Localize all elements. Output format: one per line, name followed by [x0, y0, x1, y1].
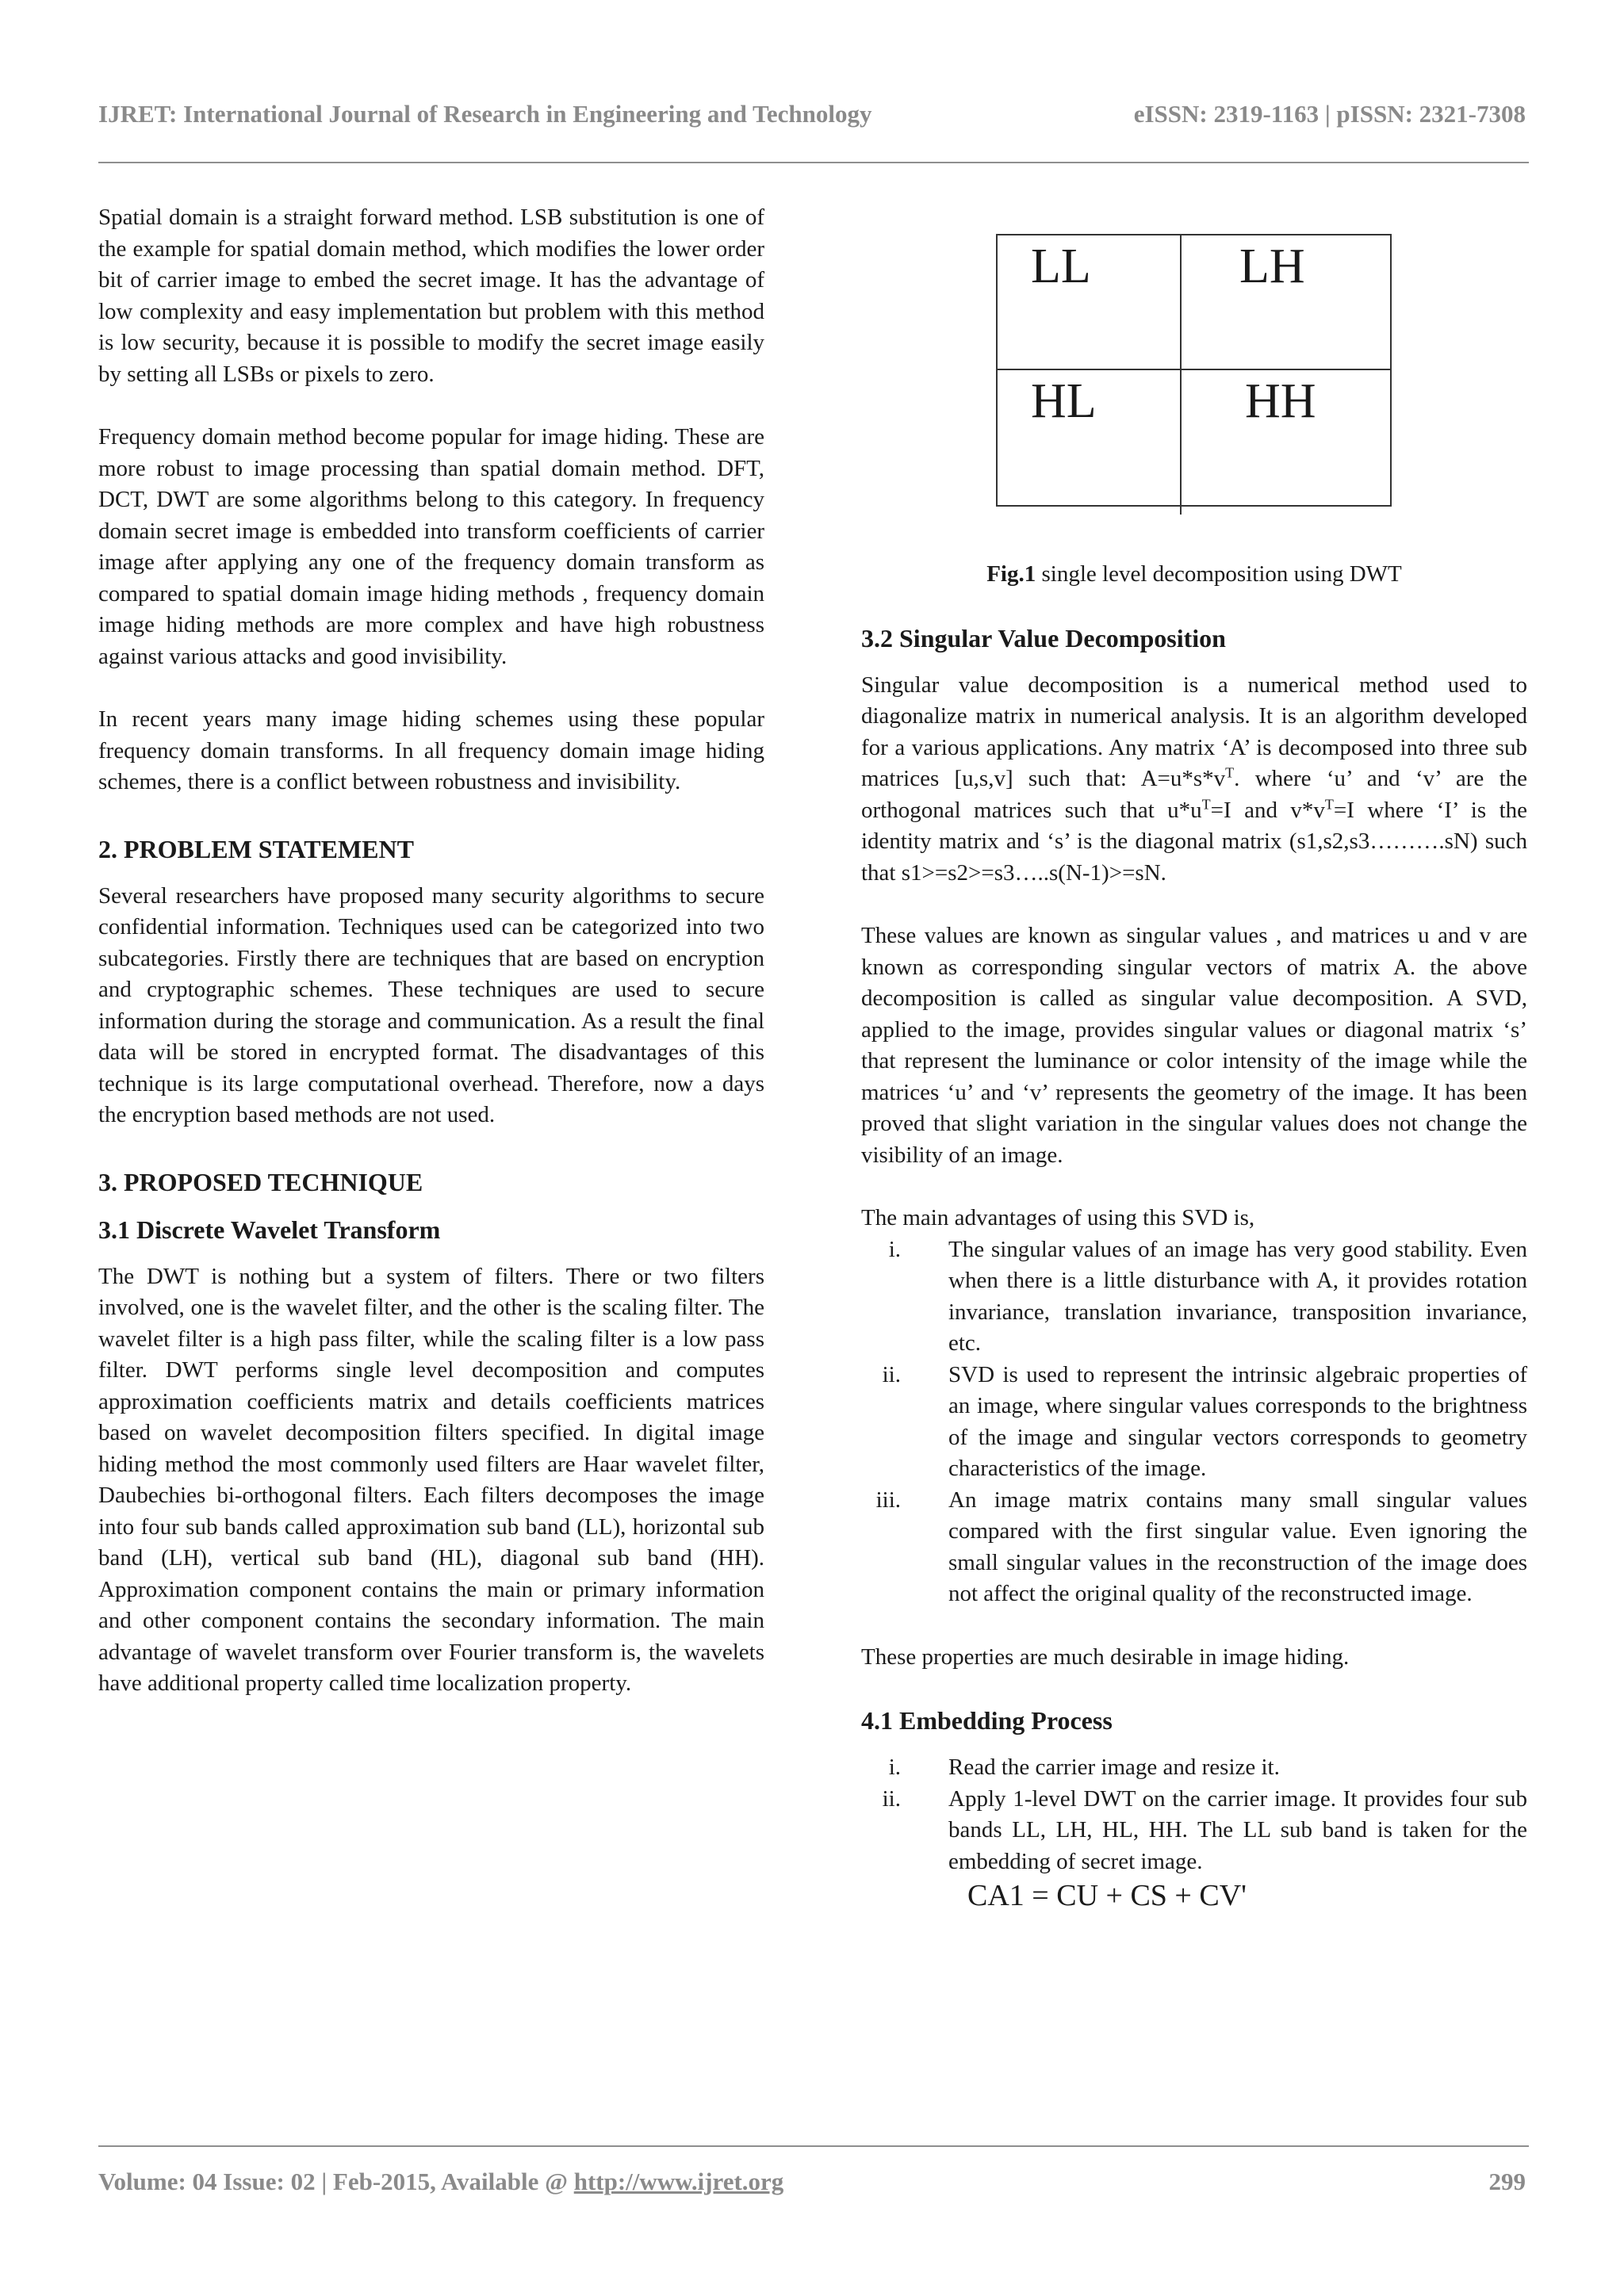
list-item: iii. An image matrix contains many small singular values compared with the first singular value. Even ignoring the small singular values in the reconstruction of the image does not affect the original quality of the reconstructed image.	[875, 1487, 1527, 1606]
paragraph-spatial: Spatial domain is a straight forward method. LSB substitution is one of the example for spatial domain method, which modifies the lower order bit of carrier image to embed the secret image. It has the advantage of low complexity and easy implementation but problem with this method is low security, because it is possible to modify the secret image easily by setting all LSBs or pixels to zero.	[98, 205, 764, 387]
equation-ca1: CA1 = CU + CS + CV'	[967, 1879, 1247, 1912]
subband-grid	[996, 234, 1392, 507]
paragraph-problem: Several researchers have proposed many security algorithms to secure confidential information. Techniques used can be categorized into two subcategories. Firstly there are techniques that are based on encryption and cryptographic schemes. These techniques are used to secure information during the storage and communication. As a result the final data will be stored in encrypted format. The disadvantages of this technique is its large computational overhead. Therefore, now a days the encryption based methods are not used.	[98, 882, 764, 1127]
list-item: ii. SVD is used to represent the intrinsic algebraic properties of an image, where singular values corresponds to the brightness of the image and singular vectors corresponds to geometry characteristics of the image.	[882, 1361, 1527, 1481]
list-item: ii. Apply 1-level DWT on the carrier image. It provides four sub bands LL, LH, HL, HH. The LL sub band is taken for the embedding of secret image.	[882, 1785, 1527, 1874]
paragraph-properties: These properties are much desirable in image hiding.	[861, 1644, 1350, 1670]
header-rule	[98, 162, 1529, 163]
footer-rule	[98, 2145, 1529, 2147]
paragraph-dwt: The DWT is nothing but a system of filters. There or two filters involved, one is the wavelet filter, and the other is the scaling filter. The wavelet filter is a high pass filter, while the scaling filter is a low pass filter. DWT performs single level decomposition and computes approximation coefficients matrix and details coefficients matrices based on wavelet decomposition filters specified. In digital image hiding method the most commonly used filters are Haar wavelet filter, Daubechies bi-orthogonal filters. Each filters decomposes the image into four sub bands called approximation sub band (LL), horizontal sub band (LH), vertical sub band (HL), diagonal sub band (HH). Approximation component contains the main or primary information and other component contains the secondary information. The main advantage of wavelet transform over Fourier transform is, the wavelets have additional property called time localization property.	[98, 1263, 764, 1696]
page-number: 299	[1488, 2168, 1526, 2195]
cell-hl: HL	[1031, 374, 1097, 428]
journal-title: IJRET: International Journal of Research in Engineering and Technology	[98, 100, 872, 128]
embedding-steps	[861, 1752, 1527, 1877]
footer-volume: Volume: 04 Issue: 02 | Feb-2015, Available @ http://www.ijret.org	[98, 2168, 784, 2195]
cell-lh: LH	[1239, 239, 1305, 293]
advantages-list	[861, 1234, 1527, 1610]
heading-svd: 3.2 Singular Value Decomposition	[861, 623, 1226, 652]
heading-proposed-technique: 3. PROPOSED TECHNIQUE	[98, 1167, 423, 1196]
journal-link[interactable]: http://www.ijret.org	[573, 2168, 784, 2195]
heading-embedding: 4.1 Embedding Process	[861, 1706, 1113, 1735]
issn: eISSN: 2319-1163 | pISSN: 2321-7308	[1133, 100, 1526, 128]
paragraph-frequency: Frequency domain method become popular for image hiding. These are more robust to image processing than spatial domain method. DFT, DCT, DWT are some algorithms belong to this category. In frequency domain secret image is embedded into transform coefficients of carrier image after applying any one of the frequency domain transform as compared to spatial domain image hiding methods , frequency domain image hiding methods are more complex and have high robustness against various attacks and good invisibility.	[98, 424, 764, 669]
paragraph-svd-values: These values are known as singular values , and matrices u and v are known as corresponding singular vectors of matrix A. the above decomposition is called as singular value decomposition. A SVD, applied to the image, provides singular values or diagonal matrix ‘s’ that represent the luminance or color intensity of the image while the matrices ‘u’ and ‘v’ represents the geometry of the image. It has been proved that slight variation in the singular values does not change the visibility of an image.	[861, 923, 1527, 1168]
figure-dwt-decomposition	[861, 202, 1527, 535]
cell-ll: LL	[1031, 239, 1091, 293]
paragraph-svd-definition: Singular value decomposition is a numerical method used to diagonalize matrix in numerical analysis. It is an algorithm developed for a various applications. Any matrix ‘A’ is decomposed into three sub matrices [u,s,v] such that: $A=u*s*v^T$. where ‘u’ and ‘v’ are the orthogonal matrices such that $u*u^T=I$ and $v*v^T=I$ where ‘I’ is the identity matrix and ‘s’ is the diagonal matrix (s1,s2,s3……….sN) such that s1>=s2>=s3…..s(N-1)>=sN.	[861, 672, 1528, 886]
list-item: i. The singular values of an image has very good stability. Even when there is a little disturbance with A, it provides rotation invariance, translation invariance, transposition invariance, etc.	[888, 1236, 1527, 1356]
caption-text: single level decomposition using DWT	[1036, 561, 1402, 587]
figure-caption	[861, 559, 1527, 591]
paragraph-svd-advantages-intro: The main advantages of using this SVD is,	[861, 1205, 1255, 1230]
left-column	[98, 202, 764, 1732]
list-item: i. Read the carrier image and resize it.	[888, 1755, 1280, 1780]
caption-label: Fig.1	[986, 561, 1036, 587]
page-footer	[98, 2164, 1526, 2204]
cell-hh: HH	[1245, 374, 1316, 428]
heading-dwt: 3.1 Discrete Wavelet Transform	[98, 1215, 441, 1244]
right-column	[861, 202, 1527, 1912]
heading-problem-statement: 2. PROBLEM STATEMENT	[98, 834, 414, 863]
paragraph-recent: In recent years many image hiding schemes using these popular frequency domain transforms. In all frequency domain image hiding schemes, there is a conflict between robustness and invisibility.	[98, 706, 764, 794]
page-header	[98, 94, 1526, 141]
